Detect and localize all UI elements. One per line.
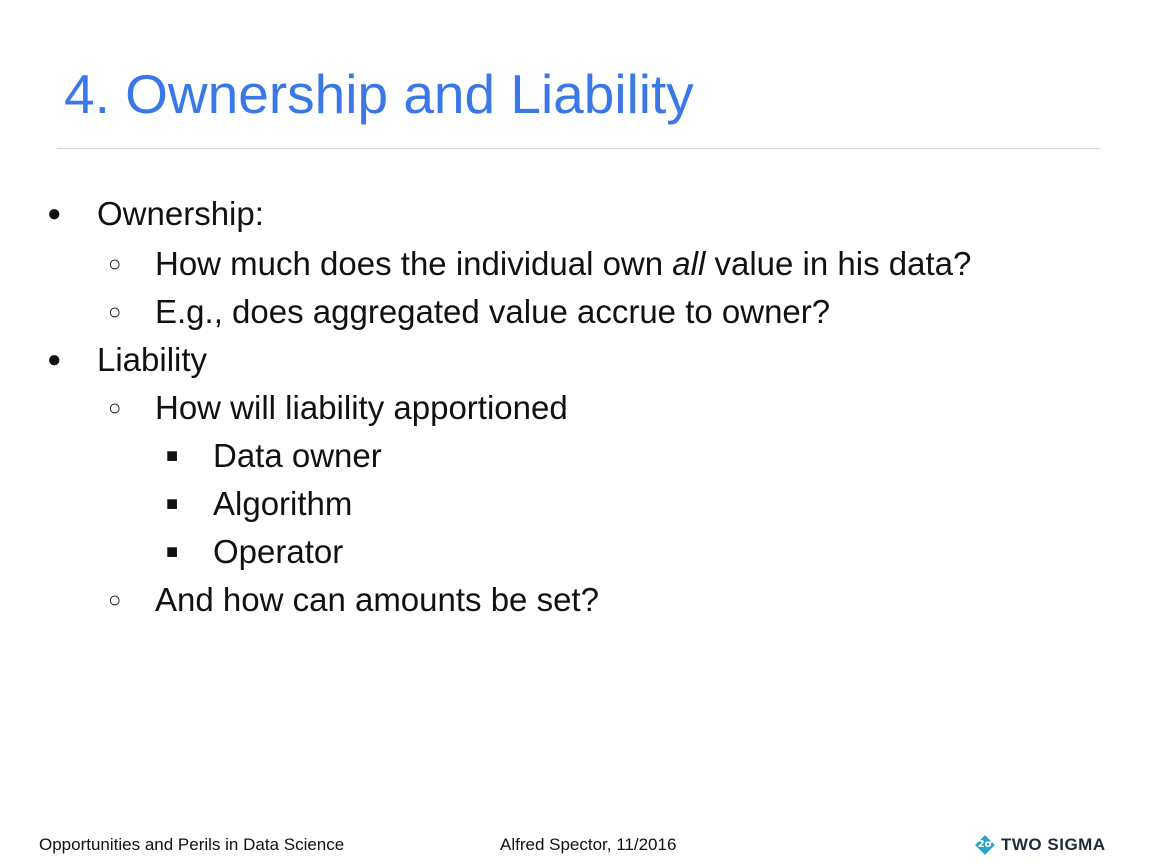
logo-text: TWO SIGMA	[1001, 835, 1106, 854]
two-sigma-logo-icon	[975, 835, 995, 855]
sub-bullet-aggregated-value	[108, 292, 831, 332]
bullet-marker-square: ■	[166, 541, 179, 563]
bullet-text: E.g., does aggregated value accrue to owner?	[155, 293, 831, 330]
footer-author-date: Alfred Spector, 11/2016	[500, 835, 677, 854]
sub-bullet-amounts	[108, 580, 599, 620]
bullet-text: Data owner	[213, 437, 382, 474]
bullet-marker-hollow-circle: ○	[108, 587, 122, 612]
bullet-marker-square: ■	[166, 493, 179, 515]
sub-sub-bullet-data-owner	[166, 436, 382, 476]
bullet-liability	[47, 340, 208, 380]
bullet-text: And how can amounts be set?	[155, 581, 599, 618]
bullet-ownership	[47, 194, 264, 234]
bullet-marker-hollow-circle: ○	[108, 251, 122, 276]
logo-mark-text: 2σ	[977, 839, 993, 850]
footer-presentation-title: Opportunities and Perils in Data Science	[39, 835, 345, 854]
bullet-text-emphasis: all	[672, 245, 706, 282]
sub-bullet-liability-apportioned	[108, 388, 568, 428]
sub-sub-bullet-algorithm	[166, 484, 353, 524]
two-sigma-logo	[975, 834, 1106, 856]
bullet-text-part: How much does the individual own	[155, 245, 673, 282]
sub-sub-bullet-operator	[166, 532, 344, 572]
bullet-marker-hollow-circle: ○	[108, 299, 122, 324]
bullet-text-part: value in his data?	[705, 245, 972, 282]
bullet-text: How will liability apportioned	[155, 389, 568, 426]
bullet-marker-filled-circle: ●	[47, 346, 62, 373]
slide-title: 4. Ownership and Liability	[64, 63, 694, 125]
bullet-marker-filled-circle: ●	[47, 200, 62, 227]
bullet-text: Algorithm	[213, 485, 353, 522]
sub-bullet-ownership-value	[108, 244, 972, 284]
title-divider	[57, 148, 1100, 149]
bullet-text: Ownership:	[97, 195, 264, 232]
bullet-marker-hollow-circle: ○	[108, 395, 122, 420]
bullet-text: Operator	[213, 533, 344, 570]
bullet-text: Liability	[97, 341, 208, 378]
bullet-marker-square: ■	[166, 445, 179, 467]
